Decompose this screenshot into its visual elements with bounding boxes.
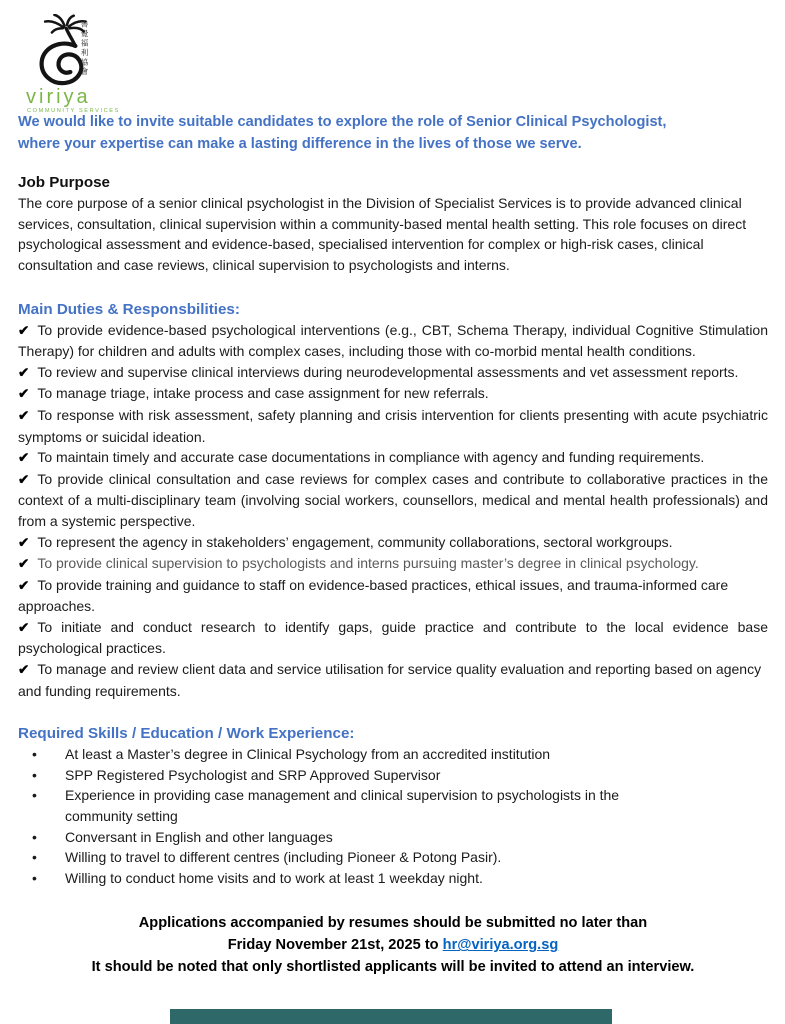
duty-item	[18, 362, 768, 384]
checkmark-icon: ✔	[18, 407, 30, 423]
bullet-icon: •	[32, 849, 37, 866]
bullet-icon: •	[32, 828, 37, 845]
duty-item	[18, 383, 768, 405]
duty-item	[18, 659, 768, 701]
duty-text: To provide clinical consultation and case reviews for complex cases and contribute to collaborative practices in the context of a multi-disciplinary team (involving social workers, counsellors, medical and mental health professionals) and from a systemic perspective.	[18, 470, 768, 529]
duty-item	[18, 575, 768, 617]
duty-item	[18, 405, 768, 447]
duty-text: To response with risk assessment, safety planning and crisis intervention for clients presenting with acute psychiatric symptoms or suicidal ideation.	[18, 406, 768, 445]
duty-text: To initiate and conduct research to identify gaps, guide practice and contribute to the local evidence base psychological practices.	[18, 618, 768, 657]
duty-text: To provide training and guidance to staff on evidence-based practices, ethical issues, and trauma-informed care approaches.	[18, 576, 729, 615]
duty-text: To provide evidence-based psychological interventions (e.g., CBT, Schema Therapy, individual Cognitive Stimulation Therapy) for children and adults with complex cases, including those with co-morbid mental health conditions.	[18, 321, 768, 360]
flower-spiral-icon	[24, 14, 110, 88]
footer-bar	[170, 1009, 612, 1024]
checkmark-icon: ✔	[18, 534, 30, 550]
skill-item	[18, 785, 680, 826]
bullet-icon: •	[32, 869, 37, 886]
duty-item	[18, 617, 768, 659]
checkmark-icon: ✔	[18, 577, 30, 593]
duty-item	[18, 447, 768, 469]
checkmark-icon: ✔	[18, 322, 30, 338]
skill-text: SPP Registered Psychologist and SRP Approved Supervisor	[65, 766, 441, 783]
duty-text: To review and supervise clinical interviews during neurodevelopmental assessments and vet assessment reports.	[37, 363, 739, 380]
skill-item	[18, 744, 680, 765]
checkmark-icon: ✔	[18, 386, 30, 402]
skill-item	[18, 765, 680, 786]
document-body	[18, 112, 768, 978]
skill-text: Willing to conduct home visits and to work at least 1 weekday night.	[65, 869, 483, 886]
skills-list	[18, 744, 680, 888]
skill-item	[18, 827, 680, 848]
duty-text: To manage triage, intake process and case assignment for new referrals.	[37, 385, 489, 402]
checkmark-icon: ✔	[18, 662, 30, 678]
bullet-icon: •	[32, 766, 37, 783]
duty-item	[18, 320, 768, 362]
checkmark-icon: ✔	[18, 556, 30, 572]
checkmark-icon: ✔	[18, 364, 30, 380]
intro-line-1: We would like to invite suitable candidates to explore the role of Senior Clinical Psychologist,	[18, 114, 667, 130]
deadline-text: Friday November 21st, 2025 to	[227, 937, 443, 954]
checkmark-icon: ✔	[18, 619, 30, 635]
skills-heading: Required Skills / Education / Work Experience:	[18, 725, 355, 743]
viriya-logo	[24, 14, 154, 115]
skill-item	[18, 847, 680, 868]
checkmark-icon: ✔	[18, 471, 30, 487]
logo-wordmark: viriya	[26, 86, 91, 108]
checkmark-icon: ✔	[18, 450, 30, 466]
duty-text: To represent the agency in stakeholders’ engagement, community collaborations, sectoral workgroups.	[37, 533, 673, 550]
duties-heading: Main Duties & Responsbilities:	[18, 300, 240, 318]
bullet-icon: •	[32, 787, 37, 804]
logo-tagline: COMMUNITY SERVICES	[27, 108, 120, 114]
duty-text: To manage and review client data and service utilisation for service quality evaluation and reporting based on agency and funding requirements.	[18, 661, 762, 699]
duty-item	[18, 553, 768, 575]
closing-line-1: Applications accompanied by resumes should be submitted no later than	[138, 915, 648, 932]
job-purpose-text: The core purpose of a senior clinical psychologist in the Division of Specialist Services is to provide advanced clinical services, consultation, clinical supervision within a community-based mental health setting. This role focuses on direct psychological assessment and evidence-based, specialised intervention for complex or high-risk cases, clinical consultation and case reviews, clinical supervision to psychologists and interns.	[18, 195, 747, 273]
intro-paragraph	[18, 112, 768, 155]
duty-text: To provide clinical supervision to psychologists and interns pursuing master’s degree in clinical psychology.	[37, 555, 699, 572]
duty-text: To maintain timely and accurate case documentations in compliance with agency and funding requirements.	[37, 449, 705, 466]
intro-line-2: where your expertise can make a lasting difference in the lives of those we serve.	[18, 135, 582, 152]
skill-text: At least a Master’s degree in Clinical Psychology from an accredited institution	[65, 746, 551, 763]
email-link[interactable]: hr@viriya.org.sg	[442, 937, 559, 954]
skill-text: Experience in providing case management and clinical supervision to psychologists in the community setting	[65, 787, 620, 825]
logo-chinese-text: 善覺福利協會	[80, 20, 89, 77]
bullet-icon: •	[32, 746, 37, 763]
duties-list	[18, 320, 768, 702]
closing-note	[18, 912, 768, 978]
duty-item	[18, 532, 768, 554]
skill-item	[18, 868, 680, 889]
skill-text: Conversant in English and other languages	[65, 828, 333, 845]
job-purpose-heading: Job Purpose	[18, 174, 110, 192]
closing-line-3: It should be noted that only shortlisted applicants will be invited to attend an interview.	[91, 959, 695, 976]
logo-artwork	[24, 14, 110, 88]
skill-text: Willing to travel to different centres (including Pioneer & Potong Pasir).	[65, 849, 502, 866]
closing-line-2	[228, 937, 559, 953]
duty-item	[18, 469, 768, 532]
